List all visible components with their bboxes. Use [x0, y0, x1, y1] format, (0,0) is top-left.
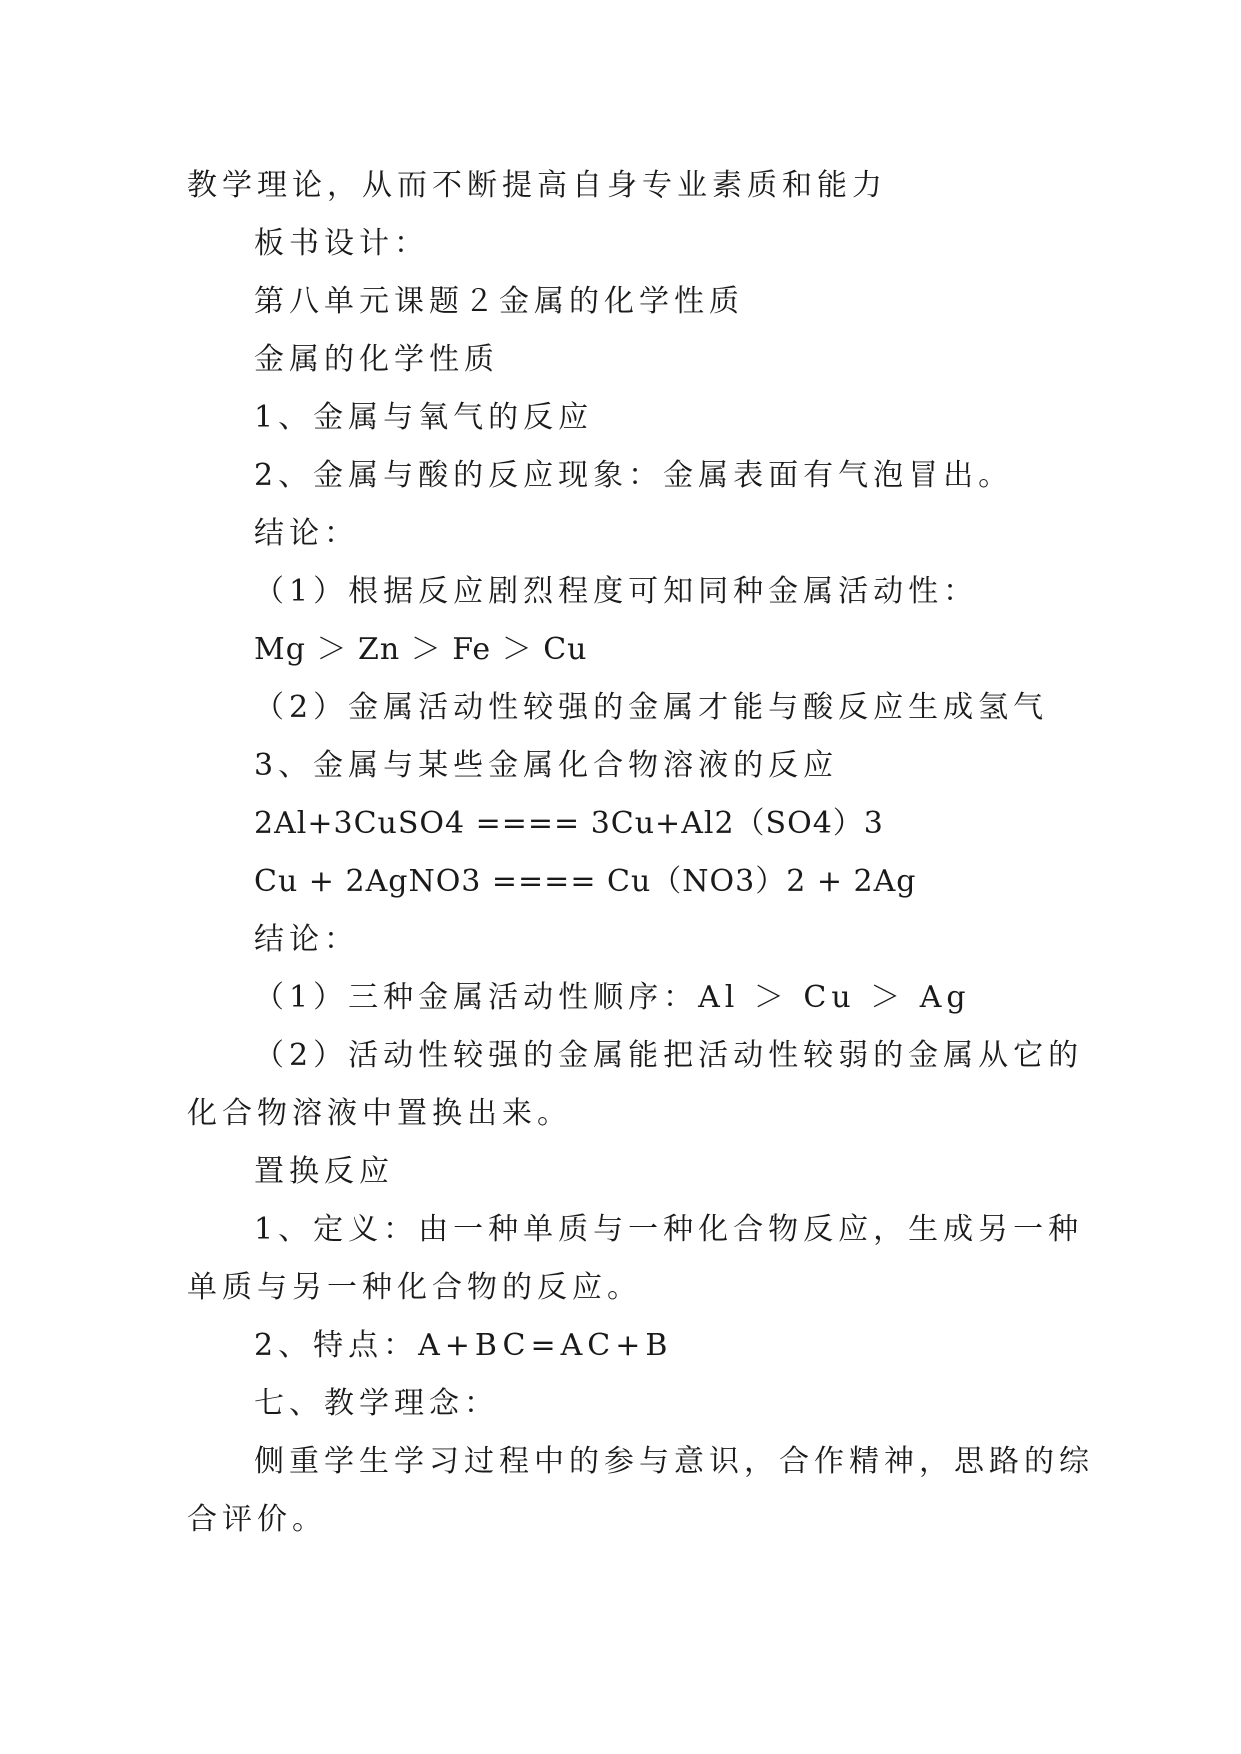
list-item: （2）金属活动性较强的金属才能与酸反应生成氢气	[254, 690, 1049, 725]
list-item: 1、金属与氧气的反应	[254, 400, 594, 435]
list-item: （2）活动性较强的金属能把活动性较弱的金属从它的	[254, 1038, 1084, 1073]
list-item: 1、定义：由一种单质与一种化合物反应，生成另一种	[254, 1212, 1084, 1247]
formula-line: 2Al+3CuSO4 ==== 3Cu+Al2（SO4）3	[254, 806, 884, 841]
list-item: 2、特点：A+BC=AC+B	[254, 1328, 673, 1363]
list-item: （1）三种金属活动性顺序：Al ＞ Cu ＞ Ag	[254, 980, 971, 1015]
section-heading: 七、教学理念：	[254, 1386, 499, 1421]
text-line: 侧重学生学习过程中的参与意识，合作精神，思路的综	[254, 1444, 1094, 1479]
list-item: 2、金属与酸的反应现象：金属表面有气泡冒出。	[254, 458, 1014, 493]
section-heading: 置换反应	[254, 1154, 394, 1189]
formula-line: Cu + 2AgNO3 ==== Cu（NO3）2 + 2Ag	[254, 864, 917, 899]
text-line: 结论：	[254, 516, 359, 551]
text-line: 结论：	[254, 922, 359, 957]
list-item: 3、金属与某些金属化合物溶液的反应	[254, 748, 839, 783]
text-line: 金属的化学性质	[254, 342, 499, 377]
text-line: 第八单元课题２金属的化学性质	[254, 284, 744, 319]
text-line: 教学理论，从而不断提高自身专业素质和能力	[187, 168, 887, 203]
formula-line: Mg ＞ Zn ＞ Fe ＞ Cu	[254, 632, 588, 667]
section-heading: 板书设计：	[254, 226, 429, 261]
text-line: 合评价。	[187, 1502, 327, 1537]
text-line: 单质与另一种化合物的反应。	[187, 1270, 642, 1305]
text-line: 化合物溶液中置换出来。	[187, 1096, 572, 1131]
list-item: （1）根据反应剧烈程度可知同种金属活动性：	[254, 574, 979, 609]
